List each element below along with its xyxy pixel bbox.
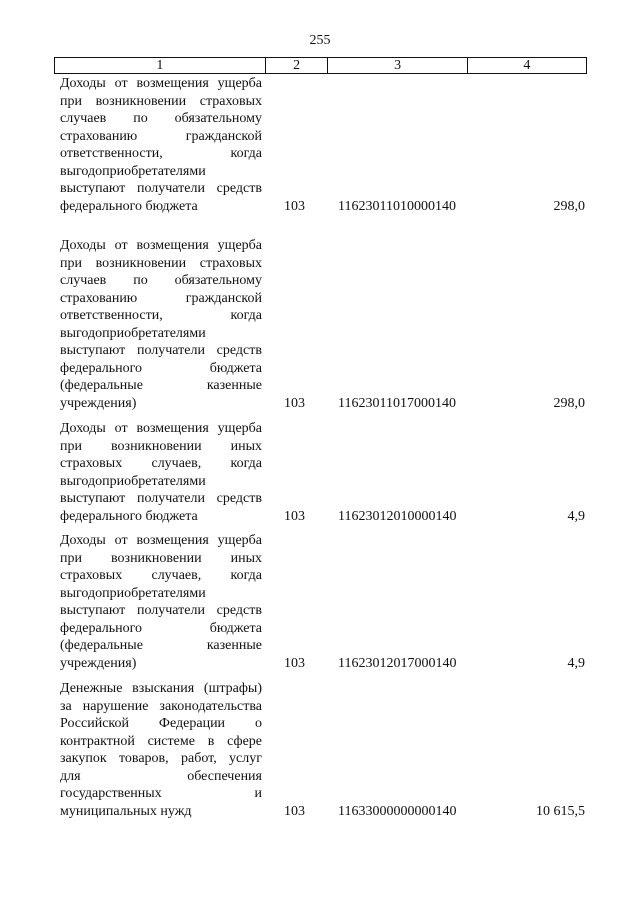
description-line: федерального бюджета: [60, 360, 262, 376]
description-line: учреждения): [60, 395, 137, 411]
description-line: при возникновении иных: [60, 550, 262, 566]
row-description: [60, 532, 262, 672]
row-amount: 298,0: [553, 395, 585, 411]
description-line: федерального бюджета: [60, 198, 198, 214]
description-line: государственных и: [60, 786, 262, 801]
row-amount: 4,9: [567, 655, 585, 671]
description-line: (федеральные казенные: [60, 378, 262, 393]
header-col-4: 4: [467, 58, 586, 73]
row-description: [60, 75, 262, 215]
description-line: выступают получатели средств: [60, 491, 262, 506]
description-line: федерального бюджета: [60, 620, 262, 636]
description-line: (федеральные казенные: [60, 638, 262, 653]
description-line: выгодоприобретателями: [60, 163, 206, 179]
header-col-1: 1: [156, 58, 164, 73]
table-row: [60, 75, 587, 215]
row-kbk-code: 11633000000000140: [338, 803, 457, 819]
description-line: Денежные взыскания (штрафы): [60, 681, 262, 696]
table-row: [60, 237, 587, 412]
table-row: [60, 420, 587, 525]
description-line: за нарушение законодательства: [60, 698, 262, 714]
description-line: страхованию гражданской: [60, 128, 262, 144]
row-code: 103: [284, 508, 305, 524]
description-line: Доходы от возмещения ущерба: [60, 238, 262, 253]
description-line: при возникновении страховых: [60, 93, 262, 109]
description-line: выступают получатели средств: [60, 603, 262, 618]
row-description: [60, 420, 262, 525]
description-line: Доходы от возмещения ущерба: [60, 76, 262, 91]
row-code: 103: [284, 803, 305, 819]
description-line: ответственности, когда: [60, 146, 262, 161]
description-line: выгодоприобретателями: [60, 473, 206, 489]
row-description: [60, 680, 262, 820]
description-line: выгодоприобретателями: [60, 325, 206, 341]
row-code: 103: [284, 198, 305, 214]
description-line: при возникновении иных: [60, 438, 262, 454]
page-number: 255: [309, 33, 331, 48]
row-amount: 10 615,5: [536, 803, 585, 819]
row-code: 103: [284, 395, 305, 411]
row-kbk-code: 11623012010000140: [338, 508, 457, 524]
table-row: [60, 532, 587, 672]
description-line: муниципальных нужд: [60, 803, 192, 819]
row-amount: 298,0: [553, 198, 585, 214]
header-col-2: 2: [265, 58, 328, 73]
description-line: страховых случаев, когда: [60, 568, 262, 583]
row-kbk-code: 11623012017000140: [338, 655, 457, 671]
description-line: выгодоприобретателями: [60, 585, 206, 601]
description-line: для обеспечения: [60, 768, 262, 784]
description-line: Доходы от возмещения ущерба: [60, 421, 262, 436]
header-col-3: 3: [327, 58, 466, 73]
description-line: учреждения): [60, 655, 137, 671]
table-row: [60, 680, 587, 820]
row-code: 103: [284, 655, 305, 671]
description-line: ответственности, когда: [60, 308, 262, 323]
description-line: закупок товаров, работ, услуг: [60, 751, 262, 766]
description-line: страхованию гражданской: [60, 290, 262, 306]
description-line: Российской Федерации о: [60, 716, 262, 731]
description-line: при возникновении страховых: [60, 255, 262, 271]
row-kbk-code: 11623011017000140: [338, 395, 456, 411]
row-description: [60, 237, 262, 412]
row-amount: 4,9: [567, 508, 585, 524]
table-header: [54, 57, 587, 74]
description-line: случаев по обязательному: [60, 273, 262, 288]
description-line: случаев по обязательному: [60, 111, 262, 126]
description-line: Доходы от возмещения ущерба: [60, 533, 262, 548]
description-line: федерального бюджета: [60, 508, 198, 524]
description-line: контрактной системе в сфере: [60, 733, 262, 749]
description-line: выступают получатели средств: [60, 343, 262, 358]
row-kbk-code: 11623011010000140: [338, 198, 456, 214]
description-line: выступают получатели средств: [60, 181, 262, 196]
description-line: страховых случаев, когда: [60, 456, 262, 471]
